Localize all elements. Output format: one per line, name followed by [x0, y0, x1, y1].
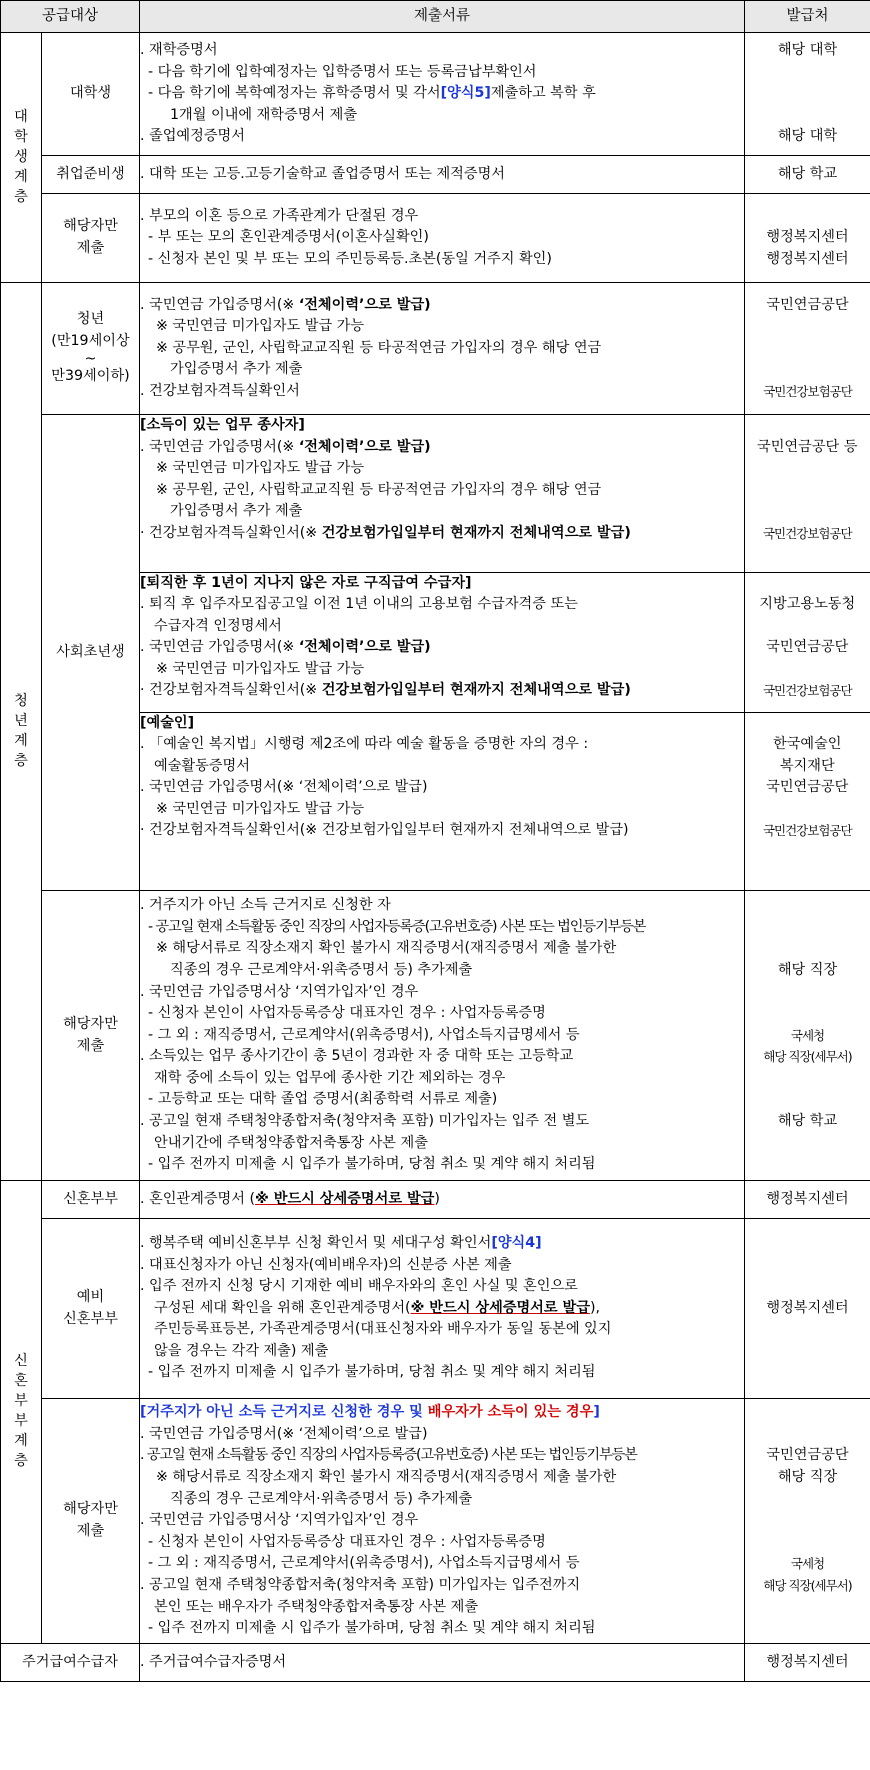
issuer-college-other: 행정복지센터 행정복지센터 — [745, 194, 870, 283]
issuer-new-worker-employed: 국민연금공단 등 국민건강보험공단 — [757, 438, 858, 541]
issuer-youth-other: 해당 직장 국세청 해당 직장(세무서) 해당 학교 — [745, 891, 870, 1181]
target-college-other: 해당자만 제출 — [42, 194, 140, 283]
issuer-housing-benefit: 행정복지센터 — [745, 1644, 870, 1682]
row-newlywed — [1, 1181, 870, 1219]
docs-pre-newlywed: . 행복주택 예비신혼부부 신청 확인서 및 세대구성 확인서[양식4] . 대표신청자가 아닌 신청자(예비배우자)의 신분증 사본 제출 . 입주 전까지 신청 당시 기재한 예비 배우자와의 혼인 사실 및 혼인으로 구성된 세대 확인을 위해 혼인관계증명서(※ 반드시 상세증명서로 발급), 주민등록표등본, 가족관계증명서(대표신청자와 배우자가 동일 동본에 있지 않을 경우는 각각 제출) 제출 - 입주 전까지 미제출 시 입주가 불가하며, 당첨 취소 및 계약 해지 처리됨 — [140, 1219, 745, 1399]
row-job-seeker — [1, 156, 870, 194]
docs-new-worker-employed: [소득이 있는 업무 종사자] . 국민연금 가입증명서(※ ‘전체이력’으로 발급) ※ 국민연금 미가입자도 발급 가능 ※ 공무원, 군인, 사립학교교직원 등 타공적연금 가입자의 경우 해당 연금 가입증명서 추가 제출 · 건강보험자격득실확인서(※ 건강보험가입일부터 현재까지 전체내역으로 발급) — [140, 415, 744, 572]
docs-youth-other: . 거주지가 아닌 소득 근거지로 신청한 자 - 공고일 현재 소득활동 중인 직장의 사업자등록증(고유번호증) 사본 또는 법인등기부등본 ※ 해당서류로 직장소재지 확인 불가시 재직증명서(재직증명서 제출 불가한 직종의 경우 근로계약서·위촉증명서 등) 추가제출 . 국민연금 가입증명서상 ‘지역가입자’인 경우 - 신청자 본인이 사업자등록증상 대표자인 경우 : 사업자등록증명 - 그 외 : 재직증명서, 근로계약서(위촉증명서), 사업소득지급명세서 등 . 소득있는 업무 종사기간이 총 5년이 경과한 자 중 대학 또는 고등학교 재학 중에 소득이 있는 업무에 종사한 기간 제외하는 경우 - 고등학교 또는 대학 졸업 증명서(최종학력 서류로 제출) . 공고일 현재 주택청약종합저축(청약저축 포함) 미가입자는 입주 전 별도 안내기간에 주택청약종합저축통장 사본 제출 - 입주 전까지 미제출 시 입주가 불가하며, 당첨 취소 및 계약 해지 처리됨 — [140, 891, 745, 1181]
docs-job-seeker: . 대학 또는 고등.고등기술학교 졸업증명서 또는 제적증명서 — [140, 156, 745, 194]
target-newlywed-other: 해당자만 제출 — [42, 1399, 140, 1644]
target-pre-newlywed: 예비 신혼부부 — [42, 1219, 140, 1399]
target-youth-other: 해당자만 제출 — [42, 891, 140, 1181]
docs-housing-benefit: . 주거급여수급자증명서 — [140, 1644, 745, 1682]
issuer-youth: 국민연금공단 국민건강보험공단 — [745, 283, 870, 415]
new-worker-job-seeker-benefit — [140, 572, 870, 712]
issuer-newlywed: 행정복지센터 — [745, 1181, 870, 1219]
issuer-new-worker-benefit: 지방고용노동청 국민연금공단 국민건강보험공단 — [744, 572, 870, 712]
target-college-student: 대학생 — [42, 33, 140, 156]
docs-new-worker-benefit: [퇴직한 후 1년이 지나지 않은 자로 구직급여 수급자] . 퇴직 후 입주자모집공고일 이전 1년 이내의 고용보험 수급자격증 또는 수급자격 인정명세서 . 국민연금 가입증명서(※ ‘전체이력’으로 발급) ※ 국민연금 미가입자도 발급 가능 · 건강보험자격득실확인서(※ 건강보험가입일부터 현재까지 전체내역으로 발급) — [140, 572, 744, 712]
target-housing-benefit: 주거급여수급자 — [1, 1644, 140, 1682]
target-job-seeker: 취업준비생 — [42, 156, 140, 194]
header-target: 공급대상 — [1, 1, 140, 33]
target-new-worker: 사회초년생 — [42, 415, 140, 891]
row-housing-benefit — [1, 1644, 870, 1682]
new-worker-employed — [140, 415, 870, 572]
group-newlywed — [1, 1181, 42, 1644]
issuer-new-worker-artist: 한국예술인 복지재단 국민연금공단 국민건강보험공단 — [744, 712, 870, 890]
docs-newlywed-other: [거주지가 아닌 소득 근거지로 신청한 경우 및 배우자가 소득이 있는 경우] . 국민연금 가입증명서(※ ‘전체이력’으로 발급) . 공고일 현재 소득활동 중인 직장의 사업자등록증(고유번호증) 사본 또는 법인등기부등본 ※ 해당서류로 직장소재지 확인 불가시 재직증명서(재직증명서 제출 불가한 직종의 경우 근로계약서·위촉증명서 등) 추가제출 . 국민연금 가입증명서상 ‘지역가입자’인 경우 - 신청자 본인이 사업자등록증상 대표자인 경우 : 사업자등록증명 - 그 외 : 재직증명서, 근로계약서(위촉증명서), 사업소득지급명세서 등 . 공고일 현재 주택청약종합저축(청약저축 포함) 미가입자는 입주전까지 본인 또는 배우자가 주택청약종합저축통장 사본 제출 - 입주 전까지 미제출 시 입주가 불가하며, 당첨 취소 및 계약 해지 처리됨 — [140, 1399, 745, 1644]
row-college-other — [1, 194, 870, 283]
target-newlywed: 신혼부부 — [42, 1181, 140, 1219]
new-worker-subsections — [140, 415, 870, 891]
docs-college-student: . 재학증명서 - 다음 학기에 입학예정자는 입학증명서 또는 등록금납부확인서 - 다음 학기에 복학예정자는 휴학증명서 및 각서[양식5]제출하고 복학 후 1개월 이내에 재학증명서 제출 . 졸업예정증명서 — [140, 33, 745, 156]
row-pre-newlywed — [1, 1219, 870, 1399]
row-youth-other — [1, 891, 870, 1181]
header-documents: 제출서류 — [140, 1, 745, 33]
group-college-label: 대학생계층 — [14, 108, 28, 205]
new-worker-artist — [140, 712, 870, 890]
row-youth — [1, 283, 870, 415]
docs-college-other: . 부모의 이혼 등으로 가족관계가 단절된 경우 - 부 또는 모의 혼인관계증명서(이혼사실확인) - 신청자 본인 및 부 또는 모의 주민등록등.초본(동일 거주지 확인) — [140, 194, 745, 283]
group-college — [1, 33, 42, 283]
issuer-job-seeker: 해당 학교 — [745, 156, 870, 194]
docs-new-worker-artist: [예술인] . 「예술인 복지법」시행령 제2조에 따라 예술 활동을 증명한 자의 경우 : 예술활동증명서 . 국민연금 가입증명서(※ ‘전체이력’으로 발급) ※ 국민연금 미가입자도 발급 가능 · 건강보험자격득실확인서(※ 건강보험가입일부터 현재까지 전체내역으로 발급) — [140, 712, 744, 890]
header-row — [1, 1, 870, 33]
group-newlywed-label: 신혼부부계층 — [14, 1353, 28, 1470]
issuer-pre-newlywed: 행정복지센터 — [745, 1219, 870, 1399]
target-youth: 청년 (만19세이상 ~ 만39세이하) — [42, 283, 140, 415]
row-new-worker — [1, 415, 870, 891]
issuer-newlywed-other: 국민연금공단 해당 직장 국세청 해당 직장(세무서) — [745, 1399, 870, 1644]
group-youth-label: 청년계층 — [14, 692, 28, 769]
docs-youth: . 국민연금 가입증명서(※ ‘전체이력’으로 발급) ※ 국민연금 미가입자도 발급 가능 ※ 공무원, 군인, 사립학교교직원 등 타공적연금 가입자의 경우 해당 연금 가입증명서 추가 제출 . 건강보험자격득실확인서 — [140, 283, 745, 415]
issuer-college-student: 해당 대학 해당 대학 — [745, 33, 870, 156]
row-college-student — [1, 33, 870, 156]
header-issuer: 발급처 — [745, 1, 870, 33]
row-newlywed-other — [1, 1399, 870, 1644]
group-youth — [1, 283, 42, 1181]
docs-newlywed: . 혼인관계증명서 (※ 반드시 상세증명서로 발급) — [140, 1181, 745, 1219]
